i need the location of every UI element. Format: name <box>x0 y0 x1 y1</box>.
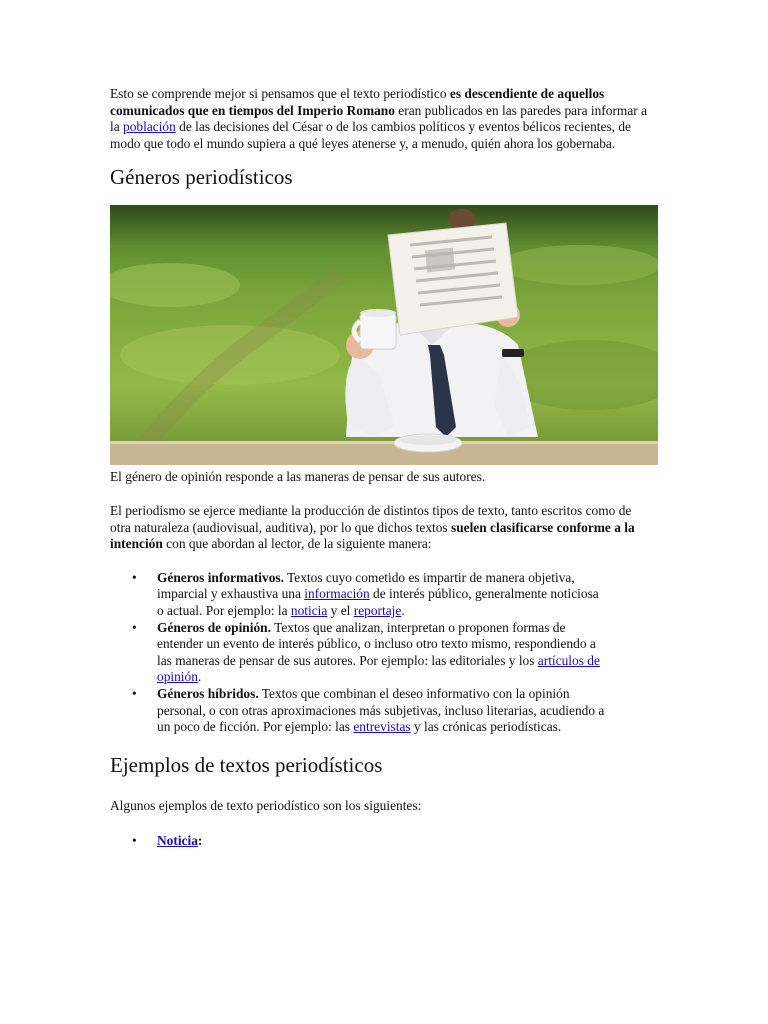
periodismo-paragraph <box>110 503 655 553</box>
bullet: • <box>132 619 137 635</box>
link-noticia[interactable]: noticia <box>290 602 328 618</box>
intro-paragraph <box>110 86 650 152</box>
example-suffix: : <box>197 833 203 849</box>
link-entrevistas[interactable]: entrevistas <box>353 719 411 735</box>
newspaper-reader-photo <box>110 205 658 465</box>
link-noticia-example[interactable]: Noticia <box>157 833 198 849</box>
genre-text: de interés público, generalmente noticiosa o actual. Por ejemplo: la <box>157 586 599 618</box>
p2-text-1: El periodismo se ejerce mediante la producción de distintos tipos de texto, tanto escritos como de otra naturaleza (audiovisual, auditiva), por lo que dichos textos <box>110 502 632 535</box>
bullet: • <box>132 833 137 849</box>
list-item-opinion <box>110 620 607 686</box>
examples-list <box>110 833 658 850</box>
intro-text-3: de las decisiones del César o de los cambios políticos y eventos bélicos recientes, de modo que todo el mundo supiera a qué leyes atenerse y, a menudo, quién ahora los gobernaba. <box>110 119 631 151</box>
bullet: • <box>132 569 137 585</box>
p2-text-2: con que abordan al lector, de la siguiente manera: <box>162 536 432 552</box>
heading-generos: Géneros periodísticos <box>110 165 293 190</box>
link-poblacion[interactable]: población <box>123 119 176 135</box>
intro-bold: es descendiente de aquellos comunicados que en tiempos del Imperio Romano <box>110 86 605 118</box>
list-item-informativos <box>110 570 607 620</box>
genre-text: y las crónicas periodísticas. <box>410 719 562 735</box>
genre-title: Géneros informativos. <box>157 569 284 585</box>
genres-list <box>110 570 658 736</box>
bullet: • <box>132 685 137 701</box>
ejemplos-intro: Algunos ejemplos de texto periodístico son los siguientes: <box>110 797 422 813</box>
photo-caption: El género de opinión responde a las maneras de pensar de sus autores. <box>110 469 486 485</box>
link-reportaje[interactable]: reportaje <box>353 602 402 618</box>
link-articulos-de-opinion[interactable]: artículos de opinión <box>157 652 600 685</box>
genre-text: . <box>401 602 405 618</box>
genre-title: Géneros híbridos. <box>157 685 259 701</box>
intro-text-1: Esto se comprende mejor si pensamos que el texto periodístico <box>110 86 450 101</box>
p2-bold: suelen clasificarse conforme a la intención <box>110 519 635 552</box>
genre-text: Textos que combinan el deseo informativo con la opinión personal, o con otras aproximaciones más subjetivas, incluso literarias, acudiendo a un poco de ficción. Por ejemplo: las <box>157 685 605 735</box>
genre-text: . <box>197 669 202 685</box>
heading-ejemplos: Ejemplos de textos periodísticos <box>110 752 383 777</box>
genre-text: Textos cuyo cometido es impartir de manera objetiva, imparcial y exhaustiva una <box>157 569 575 602</box>
genre-text: y el <box>327 602 354 618</box>
list-item-hibridos <box>110 686 607 736</box>
document-page <box>110 86 658 850</box>
intro-text-2: eran publicados en las paredes para informar a la <box>110 102 648 135</box>
link-informacion[interactable]: información <box>304 586 370 602</box>
list-item-noticia <box>110 833 607 850</box>
genre-title: Géneros de opinión. <box>157 619 271 635</box>
genre-text: Textos que analizan, interpretan o proponen formas de entender un evento de interés público, o incluso otro texto mismo, respondiendo a las maneras de pensar de sus autores. Por ejemplo: las editoriales y los <box>157 619 596 668</box>
